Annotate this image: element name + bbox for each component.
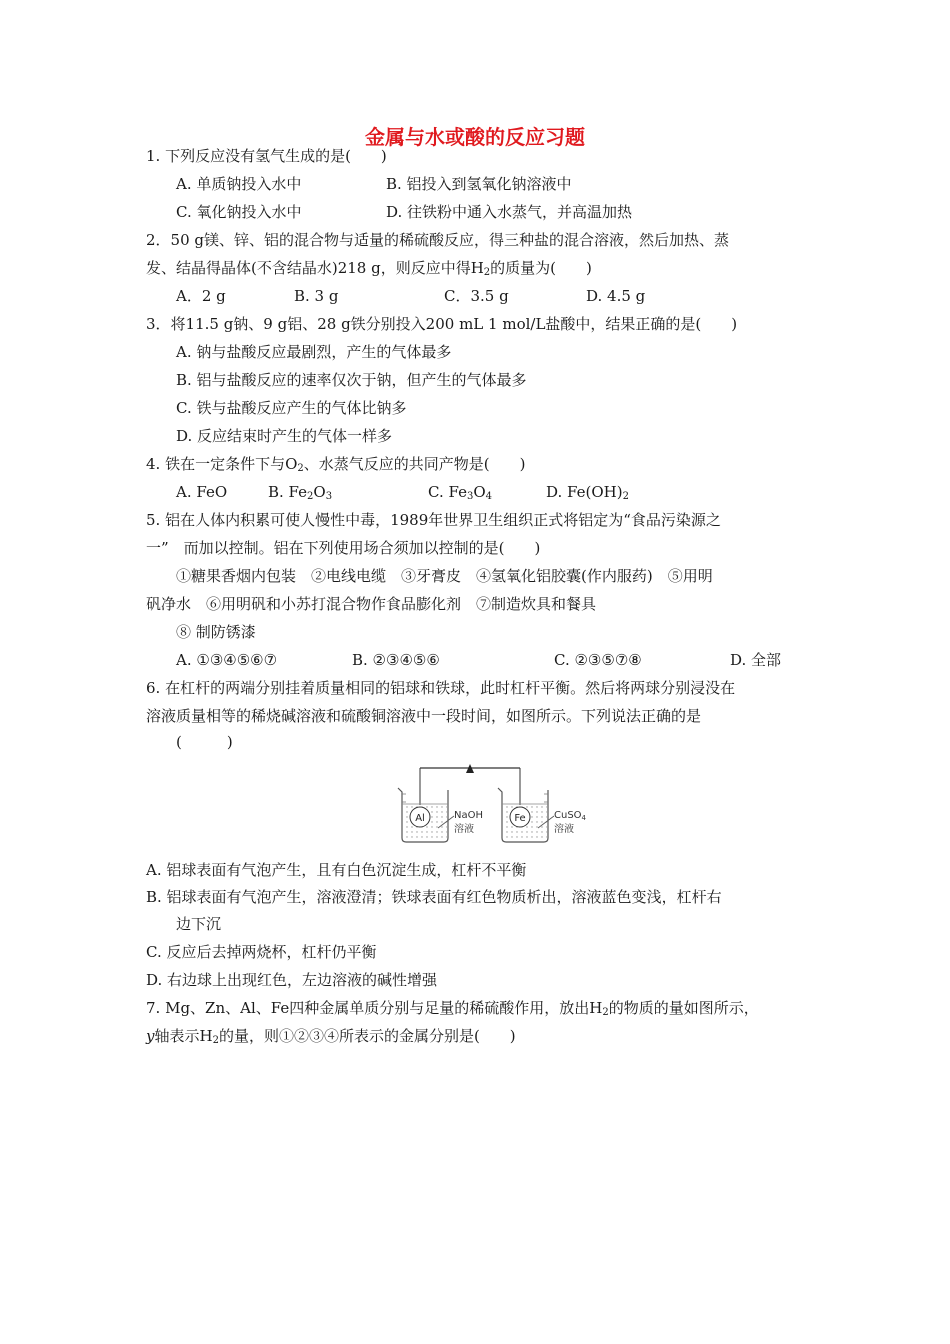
question-1-stem: 1. 下列反应没有氢气生成的是( ): [146, 147, 387, 165]
question-4-option-a: A. FeO: [176, 483, 228, 501]
question-6-stem-line1: 6. 在杠杆的两端分别挂着质量相同的铝球和铁球，此时杠杆平衡。然后将两球分别浸没在: [146, 679, 736, 697]
question-6-stem-line2: 溶液质量相等的稀烧碱溶液和硫酸铜溶液中一段时间，如图所示。下列说法正确的是: [146, 707, 702, 725]
question-2-stem-line1: 2．50 g镁、锌、铝的混合物与适量的稀硫酸反应，得三种盐的混合溶液，然后加热、蒸: [146, 231, 730, 249]
question-3-option-d: D. 反应结束时产生的气体一样多: [176, 427, 393, 445]
question-1-option-c: C. 氧化钠投入水中: [176, 203, 302, 221]
question-6-stem-line3: ( ): [176, 733, 233, 751]
page-title: 金属与水或酸的反应习题: [365, 125, 585, 149]
question-6-option-b-line1: B. 铝球表面有气泡产生，溶液澄清；铁球表面有红色物质析出，溶液蓝色变浅，杠杆右: [146, 888, 722, 906]
question-4-option-c: C. $Fe_3O_4$: [428, 483, 493, 502]
question-2-option-a: A．2 g: [176, 287, 226, 305]
cuso4-solution-label: 溶液: [554, 824, 574, 835]
question-2-option-c: C．3.5 g: [444, 287, 509, 305]
question-4-option-b: B. $Fe_2O_3$: [268, 483, 333, 502]
iron-ball-label: Fe: [514, 813, 526, 824]
question-2-stem-line2: 发、结晶得晶体(不含结晶水)218 g，则反应中得$H_2$的质量为( ): [146, 259, 592, 278]
question-5-option-b: B. ②③④⑤⑥: [352, 651, 440, 669]
question-6-option-d: D. 右边球上出现红色，左边溶液的碱性增强: [146, 971, 438, 989]
question-2-option-d: D. 4.5 g: [586, 287, 646, 305]
question-3-option-b: B. 铝与盐酸反应的速率仅次于钠，但产生的气体最多: [176, 371, 527, 389]
question-3-option-c: C. 铁与盐酸反应产生的气体比钠多: [176, 399, 407, 417]
naoh-solution-label: 溶液: [454, 824, 474, 835]
naoh-label: NaOH: [454, 810, 483, 821]
question-7-stem-line2: y轴表示$H_2$的量，则①②③④所表示的金属分别是( ): [146, 1027, 516, 1046]
question-5-items-line2: 矾净水 ⑥用明矾和小苏打混合物作食品膨化剂 ⑦制造炊具和餐具: [146, 595, 597, 613]
aluminum-ball-label: Al: [415, 813, 425, 824]
question-1-option-d: D. 往铁粉中通入水蒸气，并高温加热: [386, 203, 633, 221]
question-3-stem: 3．将11.5 g钠、9 g铝、28 g铁分别投入200 mL 1 mol/L盐酸中，结果正确的是( ): [146, 315, 738, 333]
question-5-option-a: A. ①③④⑤⑥⑦: [176, 651, 278, 669]
question-2-option-b: B. 3 g: [294, 287, 339, 305]
question-6-option-c: C. 反应后去掉两烧杯，杠杆仍平衡: [146, 943, 377, 961]
question-5-stem-line1: 5. 铝在人体内积累可使人慢性中毒，1989年世界卫生组织正式将铝定为“食品污染源之: [146, 511, 721, 529]
cuso4-label: CuSO$_4$: [554, 810, 587, 822]
lever-beaker-figure: [390, 760, 600, 850]
question-7-stem-line1: 7. Mg、Zn、Al、Fe四种金属单质分别与足量的稀硫酸作用，放出$H_2$的物质的量如图所示，: [146, 999, 759, 1018]
question-5-items-line3: ⑧ 制防锈漆: [176, 623, 256, 641]
question-5-items-line1: ①糖果香烟内包装 ②电线电缆 ③牙膏皮 ④氢氧化铝胶囊(作内服药) ⑤用明: [176, 567, 713, 585]
question-4-option-d: D. $Fe(OH)_2$: [546, 483, 629, 502]
question-3-option-a: A. 钠与盐酸反应最剧烈，产生的气体最多: [176, 343, 452, 361]
question-6-option-b-line2: 边下沉: [176, 915, 222, 933]
question-5-option-d: D. 全部: [730, 651, 782, 669]
question-1-option-b: B. 铝投入到氢氧化钠溶液中: [386, 175, 572, 193]
question-6-option-a: A. 铝球表面有气泡产生，且有白色沉淀生成，杠杆不平衡: [146, 861, 527, 879]
question-5-option-c: C. ②③⑤⑦⑧: [554, 651, 642, 669]
question-5-stem-line2: 一” 而加以控制。铝在下列使用场合须加以控制的是( ): [146, 539, 541, 557]
question-4-stem: 4. 铁在一定条件下与$O_2$、水蒸气反应的共同产物是( ): [146, 455, 526, 474]
question-1-option-a: A. 单质钠投入水中: [176, 175, 302, 193]
